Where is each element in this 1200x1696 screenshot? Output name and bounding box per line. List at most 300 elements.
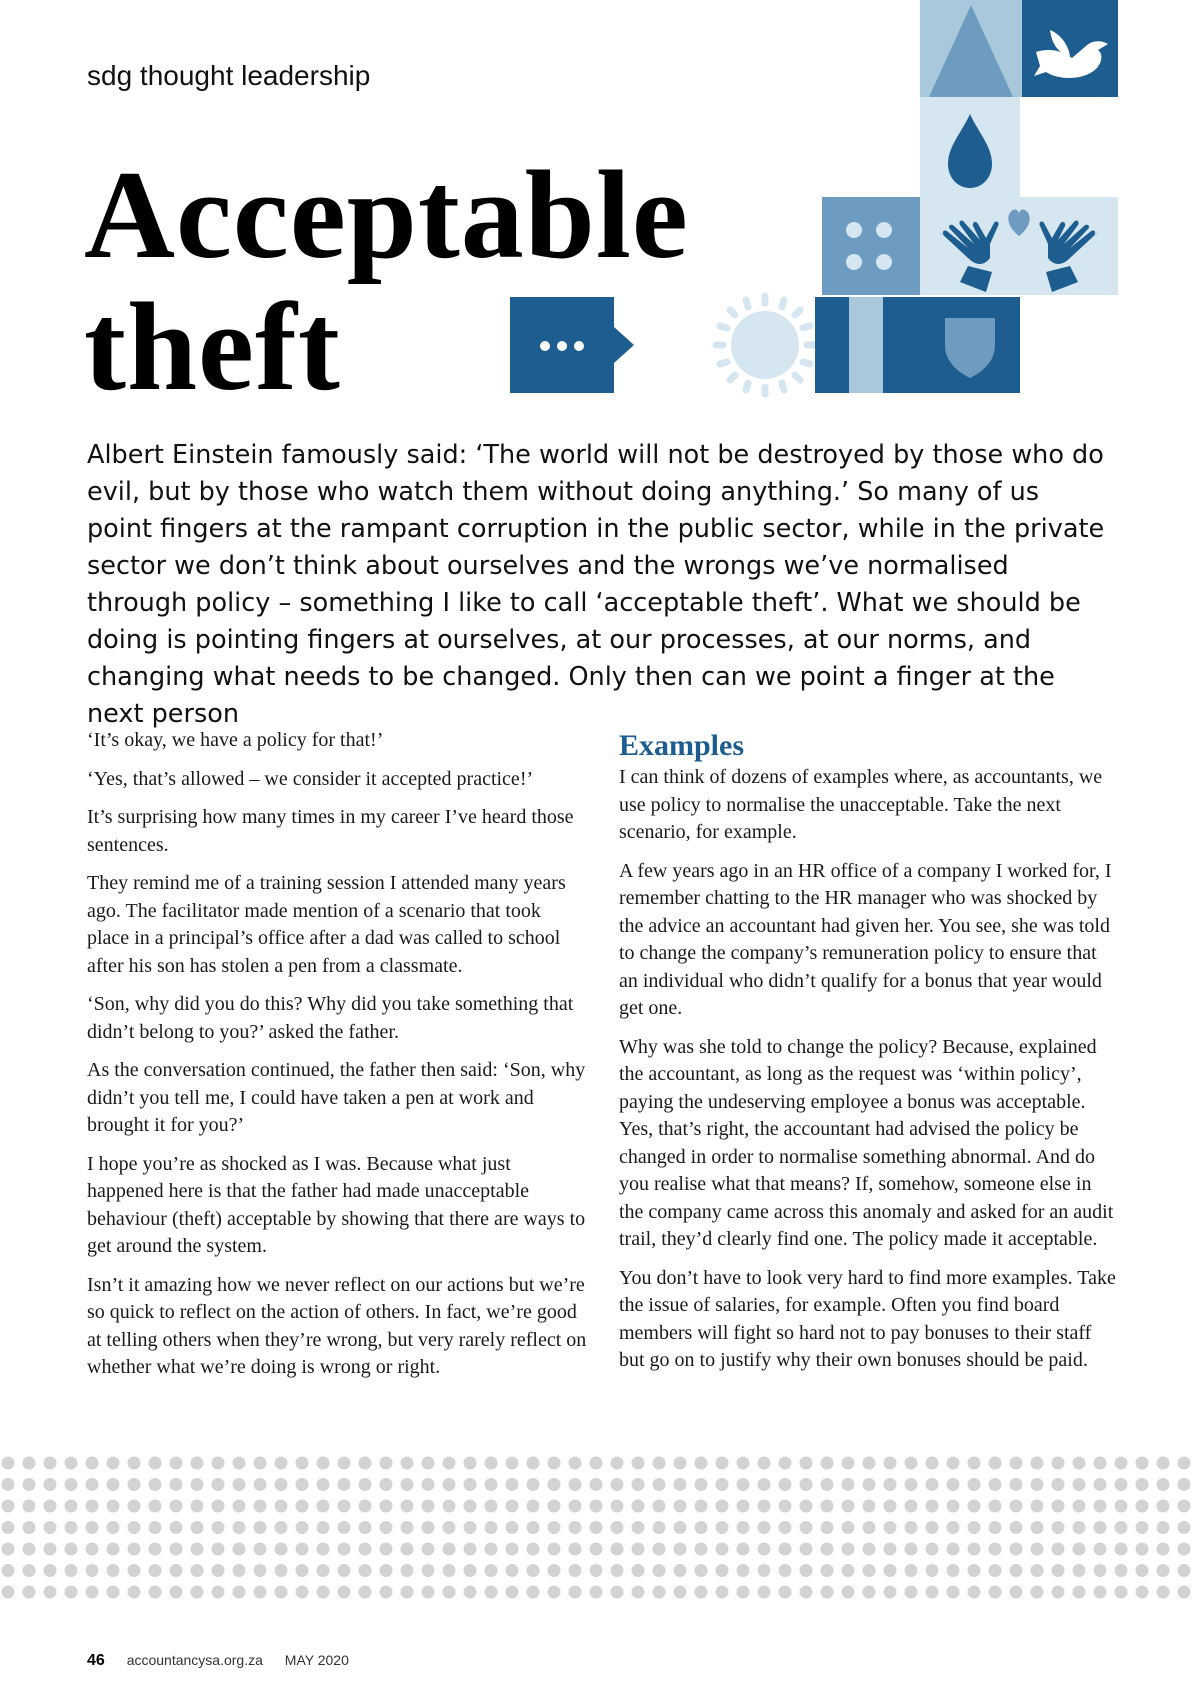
pattern-dot [947,1543,960,1556]
body-paragraph: ‘Yes, that’s allowed – we consider it accepted practice!’ [87,767,534,790]
pattern-dot [1094,1564,1107,1577]
pattern-dot [23,1457,36,1470]
pattern-dot [1010,1457,1023,1470]
pattern-dot [212,1543,225,1556]
pattern-dot [779,1586,792,1599]
pattern-dot [821,1478,834,1491]
pattern-dot [947,1500,960,1513]
pattern-dot [926,1457,939,1470]
pattern-dot [86,1564,99,1577]
pattern-dot [44,1543,57,1556]
pattern-dot [317,1457,330,1470]
pattern-dot [212,1521,225,1534]
pattern-dot [1031,1543,1044,1556]
pattern-dot [1178,1564,1191,1577]
pattern-dot [44,1564,57,1577]
pattern-dot [254,1521,267,1534]
pattern-dot [44,1457,57,1470]
pattern-dot [863,1521,876,1534]
pattern-dot [569,1586,582,1599]
pattern-dot [212,1478,225,1491]
pattern-dot [170,1521,183,1534]
pattern-dot [1031,1500,1044,1513]
pattern-dot [170,1564,183,1577]
pattern-dot [359,1500,372,1513]
pattern-dot [464,1478,477,1491]
pattern-dot [926,1564,939,1577]
pattern-dot [86,1478,99,1491]
pattern-dot [464,1521,477,1534]
pattern-dot [842,1457,855,1470]
title-line-1: Acceptable [84,146,689,285]
pattern-dot [317,1500,330,1513]
pattern-dot [1178,1457,1191,1470]
pattern-dot [443,1457,456,1470]
pattern-dot [23,1478,36,1491]
pattern-dot [548,1564,561,1577]
pattern-dot [1031,1457,1044,1470]
pattern-dot [1052,1564,1065,1577]
pattern-dot [401,1457,414,1470]
pattern-dot [548,1500,561,1513]
pattern-dot [338,1478,351,1491]
pattern-dot [800,1543,813,1556]
pattern-dot [1115,1500,1128,1513]
pattern-dot [485,1457,498,1470]
pattern-dot [926,1586,939,1599]
pattern-dot [128,1564,141,1577]
pattern-dot [1052,1521,1065,1534]
website: accountancysa.org.za [126,1652,263,1668]
pattern-dot [1094,1500,1107,1513]
pattern-dot [107,1586,120,1599]
pattern-dot [254,1564,267,1577]
pattern-dot [548,1478,561,1491]
pattern-dot [422,1586,435,1599]
pattern-dot [128,1457,141,1470]
pattern-dot [611,1564,624,1577]
pattern-dot [779,1564,792,1577]
pattern-dot [968,1564,981,1577]
pattern-dot [674,1457,687,1470]
pattern-dot [191,1543,204,1556]
body-paragraph: Why was she told to change the policy? Because, explained the accountant, as long as the request was ‘within policy’, paying the undeserving employee a bonus was acceptable. Yes, that’s right, the accountant had advised the policy be changed in order to normalise something abnormal. And do you realise what that means? If, somehow, someone else in the company came across this anomaly and asked for an audit trail, they’d clearly find one. The policy made it acceptable. [619,1035,1114,1250]
pattern-dot [65,1478,78,1491]
pattern-dot [23,1521,36,1534]
issue-date: MAY 2020 [284,1652,349,1668]
pattern-dot [1073,1500,1086,1513]
pattern-dot [737,1478,750,1491]
pattern-dot [905,1478,918,1491]
pattern-dot [296,1457,309,1470]
pattern-dot [254,1586,267,1599]
pattern-dot [632,1500,645,1513]
pattern-dot [842,1500,855,1513]
pattern-dot [569,1478,582,1491]
pattern-dot [1136,1457,1149,1470]
pattern-dot [716,1478,729,1491]
pattern-dot [212,1586,225,1599]
pattern-dot [821,1564,834,1577]
pattern-dot [1073,1564,1086,1577]
pattern-dot [779,1478,792,1491]
pattern-dot [149,1521,162,1534]
pattern-dot [485,1564,498,1577]
pattern-dot [653,1586,666,1599]
pattern-dot [191,1478,204,1491]
pattern-dot [506,1521,519,1534]
pattern-dot [758,1500,771,1513]
pattern-dot [863,1500,876,1513]
pattern-dot [233,1500,246,1513]
pattern-dot [422,1543,435,1556]
pattern-dot [380,1478,393,1491]
pattern-dot [380,1521,393,1534]
pattern-dot [1073,1521,1086,1534]
pattern-dot [149,1586,162,1599]
pattern-dot [128,1586,141,1599]
pattern-dot [506,1543,519,1556]
pattern-dot [86,1500,99,1513]
pattern-dot [296,1564,309,1577]
pattern-dot [485,1586,498,1599]
pattern-dot [800,1500,813,1513]
body-paragraph: ‘It’s okay, we have a policy for that!’ [87,729,384,751]
pattern-dot [590,1500,603,1513]
pattern-dot [590,1457,603,1470]
pattern-dot [674,1586,687,1599]
pattern-dot [422,1564,435,1577]
pattern-dot [485,1543,498,1556]
pattern-dot [65,1521,78,1534]
pattern-dot [842,1586,855,1599]
pattern-dot [905,1586,918,1599]
pattern-dot [632,1457,645,1470]
pattern-dot [821,1500,834,1513]
pattern-dot [296,1500,309,1513]
pattern-dot [149,1543,162,1556]
pattern-dot [653,1543,666,1556]
pattern-dot [1157,1586,1170,1599]
pattern-dot [716,1521,729,1534]
pattern-dot [884,1564,897,1577]
pattern-dot [296,1478,309,1491]
pattern-dot [1136,1586,1149,1599]
examples-heading: Examples [619,729,745,762]
pattern-dot [758,1521,771,1534]
pattern-dot [947,1521,960,1534]
pattern-dot [107,1500,120,1513]
pattern-dot [695,1500,708,1513]
pattern-dot [905,1521,918,1534]
pattern-dot [695,1457,708,1470]
pattern-dot [716,1457,729,1470]
pattern-dot [1094,1457,1107,1470]
pattern-dot [233,1543,246,1556]
body-paragraph: Isn’t it amazing how we never reflect on our actions but we’re so quick to reflect on the action of others. In fact, we’re good at telling others when they’re wrong, but very rarely reflect on whether what we’re doing is wrong or right. [87,1273,587,1378]
pattern-dot [884,1521,897,1534]
pattern-dot [233,1586,246,1599]
section-label: sdg thought leadership [87,60,371,91]
pattern-dot [779,1521,792,1534]
pattern-dot [380,1586,393,1599]
pattern-dot [548,1457,561,1470]
stripes-tile [815,297,920,393]
pattern-dot [716,1543,729,1556]
pattern-dot [275,1586,288,1599]
pattern-dot [191,1564,204,1577]
pattern-dot [275,1478,288,1491]
pattern-dot [401,1586,414,1599]
pattern-dot [1157,1521,1170,1534]
pattern-dot [401,1521,414,1534]
pattern-dot [989,1564,1002,1577]
pattern-dot [422,1500,435,1513]
pattern-dot [338,1543,351,1556]
pattern-dot [170,1586,183,1599]
pattern-dot [569,1564,582,1577]
pattern-dot [296,1543,309,1556]
pattern-dot [212,1500,225,1513]
pattern-dot [401,1564,414,1577]
pattern-dot [107,1478,120,1491]
pattern-dot [212,1457,225,1470]
pattern-dot [317,1543,330,1556]
pattern-dot [1010,1543,1023,1556]
pattern-dot [968,1500,981,1513]
pattern-dot [170,1478,183,1491]
pattern-dot [44,1500,57,1513]
pattern-dot [926,1478,939,1491]
pattern-dot [884,1457,897,1470]
pattern-dot [695,1543,708,1556]
pattern-dot [359,1478,372,1491]
pattern-dot [296,1586,309,1599]
pattern-dot [1157,1500,1170,1513]
pattern-dot [821,1543,834,1556]
pattern-dot [548,1543,561,1556]
pattern-dot [590,1586,603,1599]
pattern-dot [506,1457,519,1470]
pattern-dot [758,1478,771,1491]
pattern-dot [674,1478,687,1491]
pattern-dot [800,1521,813,1534]
pattern-dot [926,1521,939,1534]
pattern-dot [926,1500,939,1513]
pattern-dot [107,1543,120,1556]
pattern-dot [254,1543,267,1556]
pattern-dot [737,1500,750,1513]
pattern-dot [1031,1564,1044,1577]
body-paragraph: You don’t have to look very hard to find more examples. Take the issue of salaries, for example. Often you find board members will fight so hard not to pay bonuses to their staff but go on to justify why their own bonuses should be paid. [619,1266,1116,1371]
pattern-dot [1073,1586,1086,1599]
pattern-dot [590,1543,603,1556]
pattern-dot [422,1521,435,1534]
pattern-dot [947,1564,960,1577]
pattern-dot [653,1500,666,1513]
pattern-dot [1115,1521,1128,1534]
pattern-dot [23,1586,36,1599]
pattern-dot [800,1457,813,1470]
pattern-dot [506,1564,519,1577]
pattern-dot [149,1564,162,1577]
title-line-2: theft [84,278,341,417]
pattern-dot [653,1457,666,1470]
pattern-dot [2,1543,15,1556]
pattern-dot [191,1586,204,1599]
pattern-dot [947,1457,960,1470]
pattern-dot [233,1478,246,1491]
pattern-dot [2,1521,15,1534]
pattern-dot [695,1564,708,1577]
pattern-dot [611,1500,624,1513]
pattern-dot [716,1564,729,1577]
pattern-dot [485,1478,498,1491]
pattern-dot [128,1521,141,1534]
pattern-dot [506,1500,519,1513]
left-column [87,727,587,1393]
pattern-dot [674,1500,687,1513]
pattern-dot [233,1457,246,1470]
pattern-dot [968,1521,981,1534]
pattern-dot [527,1500,540,1513]
pattern-dot [422,1457,435,1470]
pattern-dot [590,1564,603,1577]
pattern-dot [44,1521,57,1534]
pattern-dot [1031,1586,1044,1599]
pattern-dot [1052,1457,1065,1470]
pattern-dot [485,1500,498,1513]
pattern-dot [695,1586,708,1599]
pattern-dot [884,1478,897,1491]
pattern-dot [569,1543,582,1556]
pattern-dot [170,1543,183,1556]
pattern-dot [968,1478,981,1491]
pattern-dot [842,1564,855,1577]
pattern-dot [863,1478,876,1491]
pattern-dot [170,1457,183,1470]
pattern-dot [401,1543,414,1556]
pattern-dot [1115,1564,1128,1577]
pattern-dot [737,1457,750,1470]
pattern-dot [1052,1543,1065,1556]
pattern-dot [1010,1564,1023,1577]
pattern-dot [1073,1543,1086,1556]
pattern-dot [506,1586,519,1599]
pattern-dot [653,1521,666,1534]
pattern-dot [359,1457,372,1470]
pattern-dot [254,1457,267,1470]
pattern-dot [674,1521,687,1534]
pattern-dot [674,1543,687,1556]
pattern-dot [989,1500,1002,1513]
pattern-dot [800,1564,813,1577]
pattern-dot [275,1543,288,1556]
pattern-dot [695,1521,708,1534]
pattern-dot [1052,1586,1065,1599]
pattern-dot [653,1564,666,1577]
pattern-dot [464,1586,477,1599]
pattern-dot [86,1586,99,1599]
pattern-dot [128,1500,141,1513]
ellipsis-icon [540,341,584,351]
pattern-dot [905,1500,918,1513]
pattern-dot [611,1478,624,1491]
pattern-dot [254,1478,267,1491]
pattern-dot [884,1586,897,1599]
pattern-dot [758,1457,771,1470]
pattern-dot [65,1500,78,1513]
pattern-dot [212,1564,225,1577]
pattern-dot [947,1478,960,1491]
pattern-dot [590,1521,603,1534]
pattern-dot [464,1500,477,1513]
pattern-dot [1010,1521,1023,1534]
pattern-dot [1094,1521,1107,1534]
pattern-dot [23,1500,36,1513]
pattern-dot [779,1457,792,1470]
pattern-dot [632,1564,645,1577]
pattern-dot [779,1500,792,1513]
pattern-dot [86,1457,99,1470]
pattern-dot [1010,1500,1023,1513]
pattern-dot [380,1500,393,1513]
pattern-dot [2,1457,15,1470]
pattern-dot [170,1500,183,1513]
pattern-dot [317,1564,330,1577]
pattern-dot [359,1586,372,1599]
pattern-dot [275,1457,288,1470]
pattern-dot [842,1478,855,1491]
sun-icon [716,296,814,394]
pattern-dot [191,1457,204,1470]
pattern-dot [1136,1500,1149,1513]
dot-pattern-decoration [0,1455,1200,1605]
pattern-dot [737,1521,750,1534]
pattern-dot [758,1564,771,1577]
pattern-dot [989,1543,1002,1556]
pattern-dot [1136,1564,1149,1577]
pattern-dot [23,1543,36,1556]
pattern-dot [632,1586,645,1599]
pattern-dot [1178,1521,1191,1534]
pattern-dot [674,1564,687,1577]
pattern-dot [506,1478,519,1491]
pattern-dot [65,1564,78,1577]
pattern-dot [44,1586,57,1599]
pattern-dot [128,1478,141,1491]
pattern-dot [338,1586,351,1599]
pattern-dot [443,1564,456,1577]
body-paragraph: They remind me of a training session I attended many years ago. The facilitator made mention of a scenario that took place in a principal’s office after a dad was called to school after his son has stolen a pen from a classmate. [87,872,566,977]
pattern-dot [1052,1478,1065,1491]
pattern-dot [2,1500,15,1513]
pattern-dot [1136,1521,1149,1534]
pattern-dot [1094,1478,1107,1491]
pattern-dot [443,1543,456,1556]
pattern-dot [443,1478,456,1491]
pattern-dot [989,1478,1002,1491]
pattern-dot [968,1586,981,1599]
pattern-dot [548,1521,561,1534]
pattern-dot [65,1457,78,1470]
pattern-dot [632,1521,645,1534]
pattern-dot [23,1564,36,1577]
pattern-dot [149,1500,162,1513]
pattern-dot [1136,1478,1149,1491]
pattern-dot [842,1521,855,1534]
pattern-dot [254,1500,267,1513]
